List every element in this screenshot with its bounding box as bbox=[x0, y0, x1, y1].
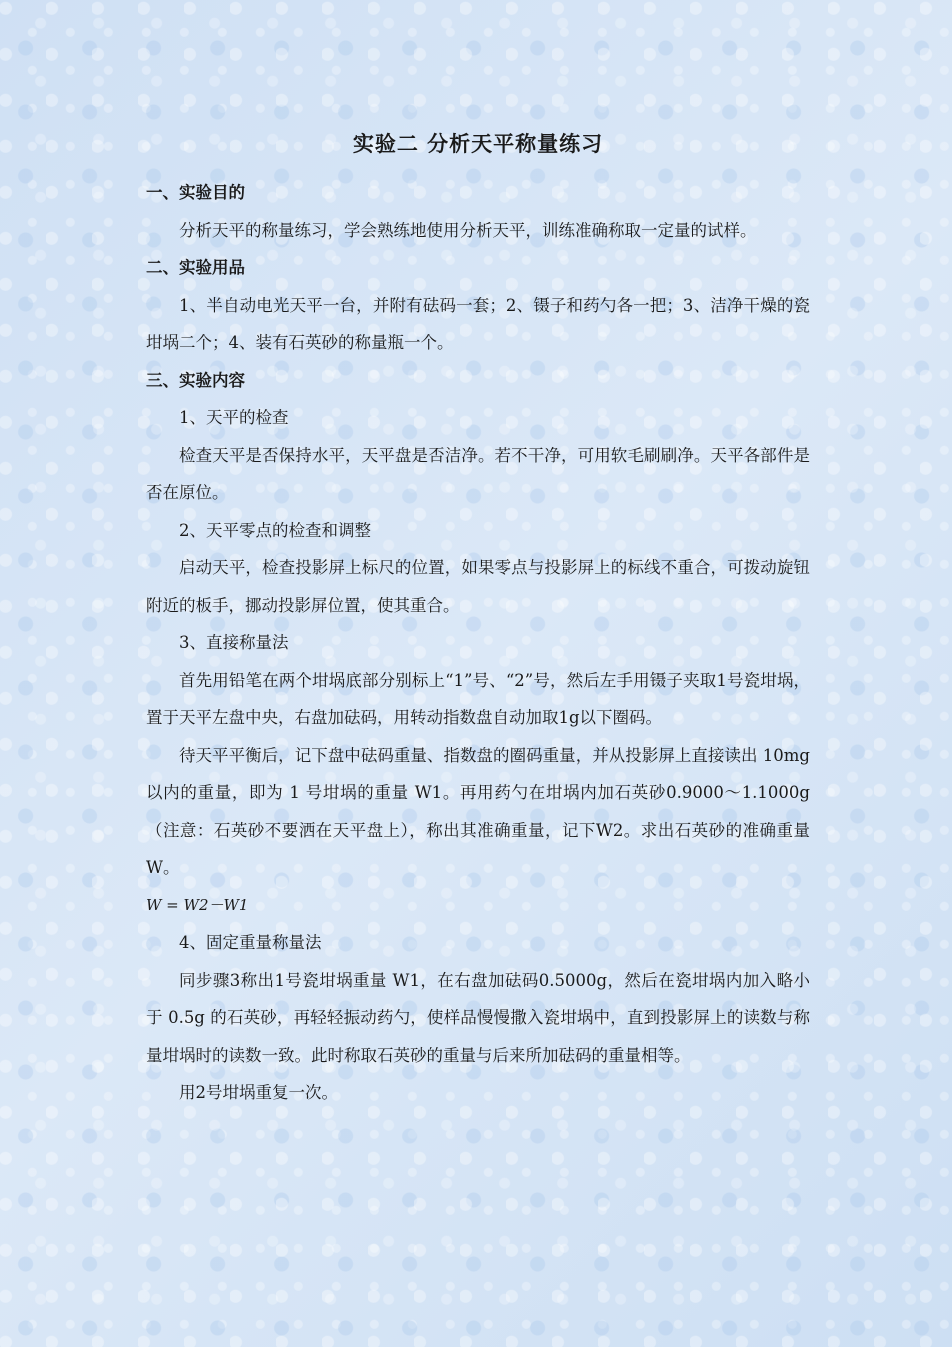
section-heading-content: 三、实验内容 bbox=[146, 370, 245, 390]
subheading: 2、天平零点的检查和调整 bbox=[179, 520, 371, 540]
section-heading-purpose: 一、实验目的 bbox=[146, 183, 245, 202]
paragraph: 待天平平衡后，记下盘中砝码重量、指数盘的圈码重量，并从投影屏上直接读出 10mg 以内的重量，即为 1 号坩埚的重量 W1。再用药勺在坩埚内加石英砂0.9000～1.1000g（注意：石英砂不要洒在天平盘上），称出其准确重量，记下W2。求出石英砂的准确重量 W。 bbox=[146, 745, 810, 877]
subheading: 3、直接称量法 bbox=[179, 633, 289, 652]
paragraph: 用2号坩埚重复一次。 bbox=[179, 1083, 338, 1102]
paragraph: 首先用铅笔在两个坩埚底部分别标上“1”号、“2”号，然后左手用镊子夹取1号瓷坩埚，置于天平左盘中央，右盘加砝码，用转动指数盘自动加取1g以下圈码。 bbox=[146, 670, 810, 727]
subheading: 1、天平的检查 bbox=[179, 408, 289, 427]
paragraph: 同步骤3称出1号瓷坩埚重量 W1，在右盘加砝码0.5000g，然后在瓷坩埚内加入略小于 0.5g 的石英砂，再轻轻振动药勺，使样品慢慢撒入瓷坩埚中，直到投影屏上的读数与称量坩埚时的读数一致。此时称取石英砂的重量与后来所加砝码的重量相等。 bbox=[146, 970, 810, 1065]
paragraph: 分析天平的称量练习，学会熟练地使用分析天平，训练准确称取一定量的试样。 bbox=[179, 220, 757, 240]
document-page bbox=[146, 118, 810, 1112]
paragraph: 1、半自动电光天平一台，并附有砝码一套；2、镊子和药勺各一把；3、洁净干燥的瓷坩埚二个；4、装有石英砂的称量瓶一个。 bbox=[146, 295, 810, 352]
paragraph: 检查天平是否保持水平，天平盘是否洁净。若不干净，可用软毛刷刷净。天平各部件是否在原位。 bbox=[146, 445, 810, 502]
paragraph: 启动天平，检查投影屏上标尺的位置，如果零点与投影屏上的标线不重合，可拨动旋钮附近的板手，挪动投影屏位置，使其重合。 bbox=[146, 558, 810, 615]
page-title: 实验二 分析天平称量练习 bbox=[352, 132, 604, 156]
subheading: 4、固定重量称量法 bbox=[179, 933, 322, 952]
section-heading-materials: 二、实验用品 bbox=[146, 258, 245, 277]
formula: W = W2－W1 bbox=[146, 895, 249, 914]
